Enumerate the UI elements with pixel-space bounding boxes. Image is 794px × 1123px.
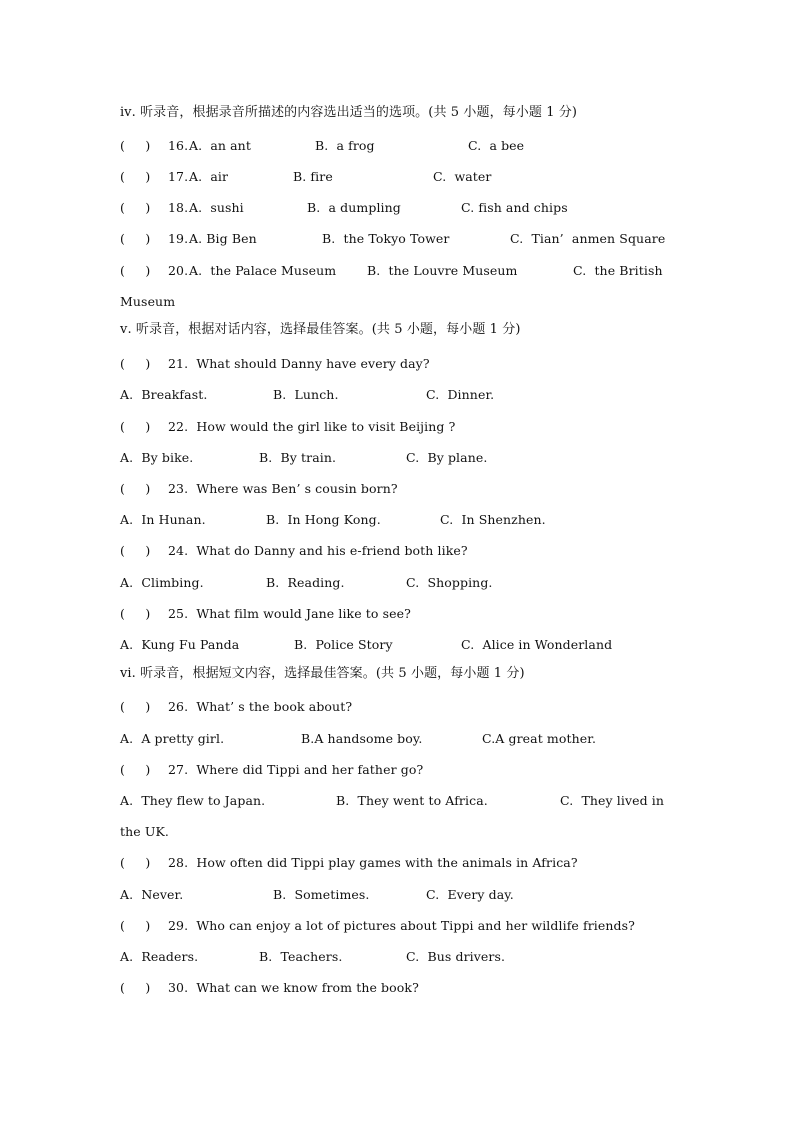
question-25 [120, 604, 698, 624]
option-a: A. Readers. [120, 949, 199, 964]
question-24 [120, 541, 698, 561]
answer-blank[interactable]: ( ) [120, 699, 151, 714]
question-text: 25. What film would Jane like to see? [168, 606, 411, 621]
option-c: C. Every day. [426, 887, 514, 902]
question-20 [120, 261, 698, 281]
option-c: C. Alice in Wonderland [461, 637, 613, 652]
option-c: C. In Shenzhen. [440, 512, 546, 527]
question-23 [120, 479, 698, 499]
section-iv-heading: ⅳ. 听录音，根据录音所描述的内容选出适当的选项。(共 5 小题，每小题 1 分) [120, 105, 578, 120]
options-26 [120, 729, 698, 749]
option-a: A. They flew to Japan. [120, 793, 266, 808]
options-24 [120, 573, 698, 593]
option-b: B. In Hong Kong. [266, 512, 381, 527]
option-c: C. a bee [468, 138, 525, 153]
options-21 [120, 385, 698, 405]
answer-blank[interactable]: ( ) [120, 481, 151, 496]
answer-blank[interactable]: ( ) [120, 855, 151, 870]
option-c: C. fish and chips [461, 200, 568, 215]
question-number: 16. [168, 138, 189, 153]
answer-blank[interactable]: ( ) [120, 263, 151, 278]
option-a: A. By bike. [120, 450, 194, 465]
question-22 [120, 417, 698, 437]
option-b: B. Reading. [266, 575, 345, 590]
answer-blank[interactable]: ( ) [120, 606, 151, 621]
option-b: B. By train. [259, 450, 337, 465]
option-b: B. the Louvre Museum [367, 263, 518, 278]
answer-blank[interactable]: ( ) [120, 138, 151, 153]
options-23 [120, 510, 698, 530]
option-b: B. Police Story [294, 637, 393, 652]
option-c: C. By plane. [406, 450, 488, 465]
answer-blank[interactable]: ( ) [120, 918, 151, 933]
options-29 [120, 947, 698, 967]
question-30 [120, 978, 698, 998]
answer-blank[interactable]: ( ) [120, 200, 151, 215]
question-text: 29. Who can enjoy a lot of pictures about Tippi and her wildlife friends? [168, 918, 635, 933]
answer-blank[interactable]: ( ) [120, 762, 151, 777]
question-26 [120, 697, 698, 717]
option-c: C. the British [573, 263, 663, 278]
option-b: B. fire [293, 169, 333, 184]
option-a: A. Big Ben [189, 231, 257, 246]
question-text: 24. What do Danny and his e-friend both like? [168, 543, 468, 558]
option-b: B.A handsome boy. [301, 731, 423, 746]
options-27 [120, 791, 698, 811]
option-b: B. They went to Africa. [336, 793, 488, 808]
question-28 [120, 853, 698, 873]
option-c: C. Tian’ anmen Square [510, 231, 666, 246]
question-19 [120, 229, 698, 249]
question-21 [120, 354, 698, 374]
option-b: B. Teachers. [259, 949, 343, 964]
option-c: C.A great mother. [482, 731, 597, 746]
option-a: A. Never. [120, 887, 184, 902]
question-text: 23. Where was Ben’ s cousin born? [168, 481, 398, 496]
option-b: B. Lunch. [273, 387, 339, 402]
option-b: B. a frog [315, 138, 375, 153]
question-number: 20. [168, 263, 189, 278]
question-29 [120, 916, 698, 936]
question-text: 30. What can we know from the book? [168, 980, 419, 995]
section-vi-heading: ⅵ. 听录音，根据短文内容，选择最佳答案。(共 5 小题，每小题 1 分) [120, 666, 525, 681]
question-16 [120, 136, 698, 156]
option-c: C. Bus drivers. [406, 949, 506, 964]
answer-blank[interactable]: ( ) [120, 980, 151, 995]
question-text: 28. How often did Tippi play games with the animals in Africa? [168, 855, 578, 870]
option-c-continuation: Museum [120, 294, 176, 309]
options-22 [120, 448, 698, 468]
option-a: A. air [189, 169, 229, 184]
question-text: 26. What’ s the book about? [168, 699, 353, 714]
option-b: B. the Tokyo Tower [322, 231, 450, 246]
option-c: C. They lived in [560, 793, 665, 808]
question-17 [120, 167, 698, 187]
question-27 [120, 760, 698, 780]
options-28 [120, 885, 698, 905]
section-v-heading: ⅴ. 听录音，根据对话内容，选择最佳答案。(共 5 小题，每小题 1 分) [120, 322, 521, 337]
question-number: 18. [168, 200, 189, 215]
question-number: 19. [168, 231, 189, 246]
option-a: A. In Hunan. [120, 512, 206, 527]
answer-blank[interactable]: ( ) [120, 543, 151, 558]
option-c-continuation: the UK. [120, 824, 169, 839]
question-number: 17. [168, 169, 189, 184]
option-a: A. Climbing. [120, 575, 204, 590]
option-c: C. water [433, 169, 492, 184]
option-a: A. the Palace Museum [189, 263, 337, 278]
answer-blank[interactable]: ( ) [120, 419, 151, 434]
answer-blank[interactable]: ( ) [120, 169, 151, 184]
option-a: A. A pretty girl. [120, 731, 225, 746]
option-a: A. Breakfast. [120, 387, 208, 402]
answer-blank[interactable]: ( ) [120, 356, 151, 371]
options-25 [120, 635, 698, 655]
option-a: A. sushi [189, 200, 244, 215]
question-18 [120, 198, 698, 218]
question-text: 27. Where did Tippi and her father go? [168, 762, 424, 777]
question-text: 21. What should Danny have every day? [168, 356, 430, 371]
option-b: B. a dumpling [307, 200, 401, 215]
question-text: 22. How would the girl like to visit Beijing ? [168, 419, 456, 434]
option-a: A. Kung Fu Panda [120, 637, 240, 652]
option-c: C. Shopping. [406, 575, 493, 590]
option-b: B. Sometimes. [273, 887, 370, 902]
option-a: A. an ant [189, 138, 251, 153]
option-c: C. Dinner. [426, 387, 495, 402]
answer-blank[interactable]: ( ) [120, 231, 151, 246]
